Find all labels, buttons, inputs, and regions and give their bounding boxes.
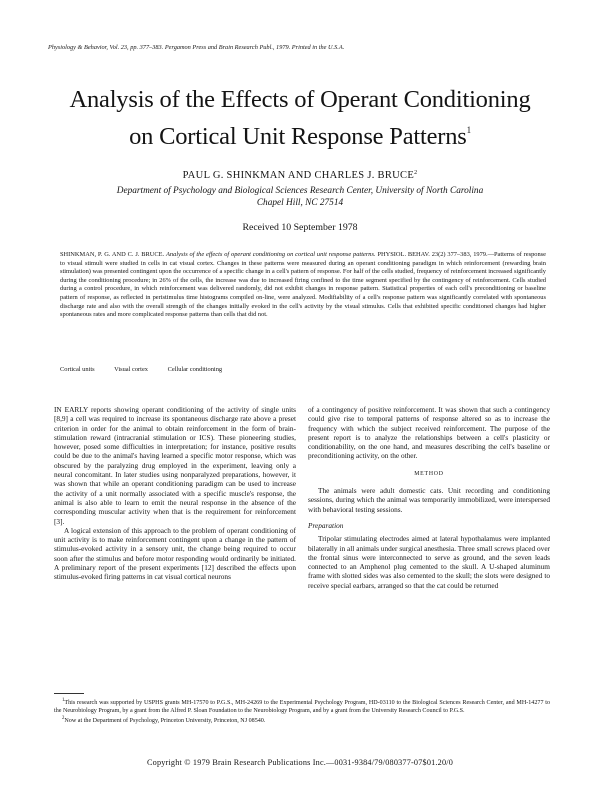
footnote-2: $^2$Now at the Department of Psychology, Princeton University, Princeton, NJ 08540. (62, 716, 266, 725)
keyword: Cellular conditioning (167, 366, 223, 373)
title-line-2: on Cortical Unit Response Patterns$^1$ (129, 123, 471, 150)
affiliation: Department of Psychology and Biological Sciences Research Center, University of North Carolina Chapel Hill, NC 27514 (116, 186, 484, 208)
journal-header: Physiology & Behavior, Vol. 23, pp. 377–383. Pergamon Press and Brain Research Publ., 1979. Printed in the U.S.A. (48, 44, 345, 51)
intro-paragraph-1: IN EARLY reports showing operant conditioning of the activity of single units [8,9] a cell was required to increase its spontaneous discharge rate above a preset criterion in order for the animal to obtain reinforcement in the form of brain-stimulation reward (intracranial stimulation or ICS). These pioneering studies, however, posed some difficulties in interpretation; for instance, positive results could be due to the animal's having learned a specific motor response, which was obscured by the paralyzing drug employed in the experiment, leaving only a neural concomitant. In later studies using nonparalyzed preparations, however, it was shown that while an operant conditioning paradigm can be used to increase the activity of a unit normally associated with a specific muscle's response, the animal is also able to learn to emit the neural response in the absence of the corresponding muscular activity when that is the requirement for reinforcement [3]. (54, 405, 297, 526)
keyword: Visual cortex (114, 366, 148, 373)
intro-paragraph-3: of a contingency of positive reinforcement. It was shown that such a contingency could give rise to temporal patterns of response altered so as to increase the frequency with which the subject received reinforcement. The purpose of the present report is to analyze the relationships between a cell's plasticity or conditionability, on the one hand, and measures describing the cell's baseline or preconditioning activity, on the other. (308, 405, 550, 461)
keywords (60, 366, 240, 373)
copyright-line: Copyright © 1979 Brain Research Publications Inc.—0031-9384/79/080377-07$01.20/0 (146, 758, 454, 767)
preparation-heading: Preparation (308, 520, 344, 530)
preparation-paragraph: Tripolar stimulating electrodes aimed at lateral hypothalamus were implanted bilaterally in all animals under surgical anesthesia. Three small screws placed over the frontal sinus were interconnected to serve as ground, and the seven leads connected to an Amphenol plug cemented to the skull. A U-shaped aluminum frame with slotted sides was also cemented to the skull; the slots were designed to receive special earbars, arranged so that the cat could be returned (308, 534, 550, 590)
abstract: SHINKMAN, P. G. AND C. J. BRUCE. Analysis of the effects of operant conditioning on cortical unit response patterns. PHYSIOL. BEHAV. 23(2) 377–383, 1979.—Patterns of response to visual stimuli were studied in cells in cat visual cortex. Changes in these patterns were measured during an operant conditioning paradigm in which reinforcement (rewarding brain stimulation) was presented contingent upon the occurrence of a specific change in a cell's pattern of response. For half of the cells studied, frequency of reinforcement increased significantly during the conditioning procedure; in 26% of the cells, the increase was due to increased firing confined to the time segment specified by the contingency of reinforcement. Cells studied during a control procedure, in which reinforcement was delivered randomly, did not exhibit changes in response pattern. Statistical properties of each cell's preconditioning or baseline pattern of response, as reflected in peristimulus time histograms compiled on-line, were analyzed. Modifiability of a cell's response pattern was significantly correlated with spontaneous discharge rate and also with the overall strength of the changes initially evoked in the cell's activity by the visual stimulus. Cells that exhibited specific conditioned changes had higher spontaneous rates and more complicated response patterns than cells that did not. (60, 251, 546, 319)
method-paragraph: The animals were adult domestic cats. Unit recording and conditioning sessions, during which the animal was temporarily immobilized, were interspersed with behavioral testing sessions. (308, 486, 550, 514)
method-heading: METHOD (414, 470, 444, 477)
intro-paragraph-2: A logical extension of this approach to the problem of operant conditioning of unit activity is to make reinforcement contingent upon a change in the pattern of stimulus-evoked activity in a sensory unit, the change being required to occur soon after the stimulus and before motor responding would ordinarily be initiated. A preliminary report of the present experiments [12] described the effects upon stimulus-evoked firing patterns in cat visual cortical neurons (54, 525, 296, 582)
title-footnote-mark: 1 (466, 125, 471, 135)
keyword: Cortical units (60, 366, 95, 373)
footnote-divider (54, 693, 84, 694)
footnotes (54, 697, 550, 726)
footnote-1: $^1$This research was supported by USPHS grants MH-17570 to P.G.S., MH-24269 to the Experimental Psychology Program, HD-03110 to the Biological Sciences Research Center, and MH-14277 to the Neurobiology Program, by a grant from the Alfred P. Sloan Foundation to the Neurobiology Program, and by a grant from the University Research Council to P.G.S. (54, 698, 550, 715)
body-column-right (308, 405, 550, 590)
received-date: Received 10 September 1978 (242, 222, 358, 233)
title-line-1: Analysis of the Effects of Operant Conditioning (69, 86, 531, 113)
paper-title (20, 84, 580, 152)
body-column-left (54, 405, 296, 582)
authors: PAUL G. SHINKMAN AND CHARLES J. BRUCE$^2$ (182, 170, 418, 181)
author-footnote-mark: 2 (414, 170, 418, 176)
